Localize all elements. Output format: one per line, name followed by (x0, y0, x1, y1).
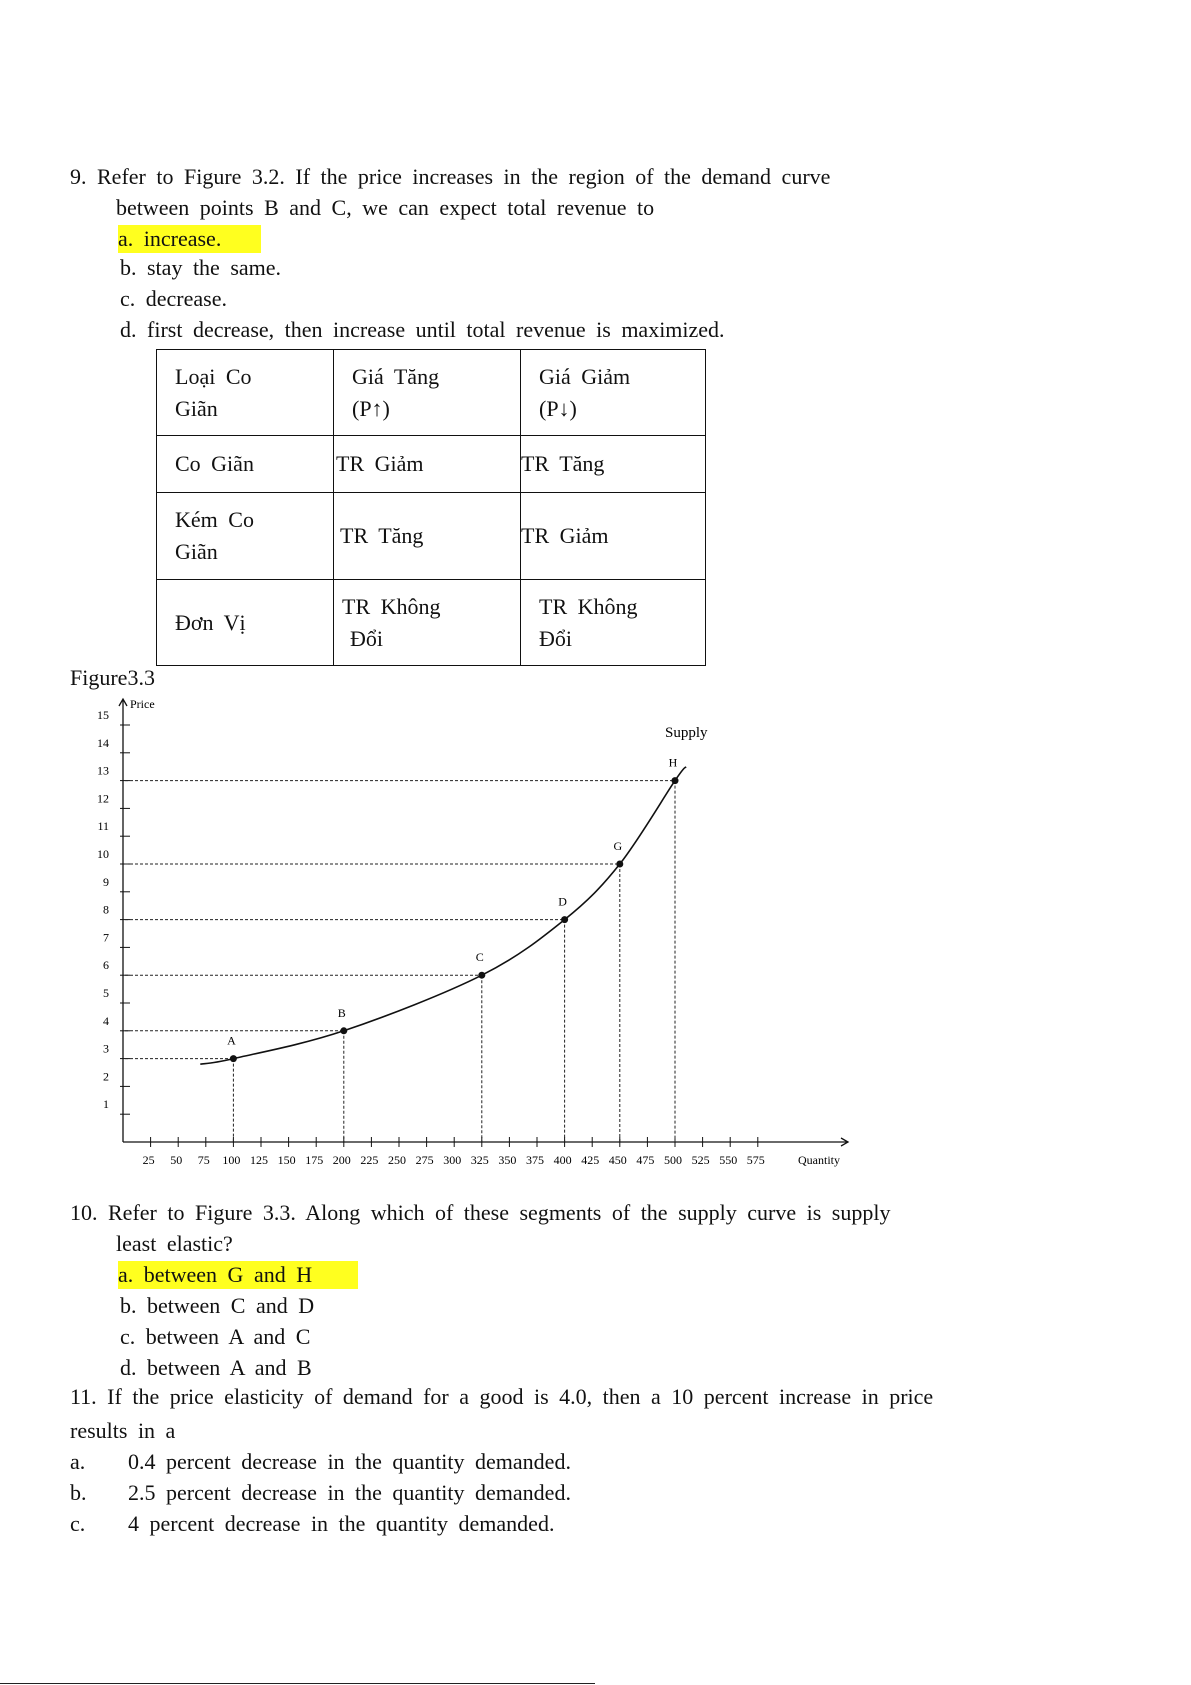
q11-option-b-text: 2.5 percent decrease in the quantity demanded. (128, 1480, 571, 1505)
q10-option-c: c. between A and C (120, 1324, 311, 1349)
q11-option-c-letter: c. (70, 1511, 86, 1536)
supply-curve (200, 767, 686, 1064)
y-tick-label: 9 (103, 874, 109, 889)
q9-option-c: c. decrease. (120, 286, 227, 311)
x-tick-label: 300 (443, 1153, 462, 1167)
x-tick-label: 500 (664, 1153, 682, 1167)
x-tick-label: 175 (305, 1153, 324, 1167)
point-label-d: D (558, 894, 567, 909)
header-up-line2: (P↑) (352, 395, 390, 421)
x-tick-label: 225 (360, 1153, 379, 1167)
table-header-cell (334, 350, 521, 436)
q10-stem-line2: least elastic? (116, 1231, 233, 1256)
x-tick-label: 100 (222, 1153, 241, 1167)
q9-option-d: d. first decrease, then increase until total revenue is maximized. (120, 317, 725, 342)
x-tick-label: 400 (553, 1153, 572, 1167)
y-tick-label: 2 (103, 1069, 109, 1084)
point-label-h: H (668, 755, 678, 770)
q10-option-b: b. between C and D (120, 1293, 315, 1318)
y-tick-label: 15 (97, 708, 109, 722)
x-tick-label: 200 (332, 1153, 351, 1167)
table-row (157, 436, 706, 493)
y-tick-label: 11 (97, 819, 109, 834)
y-tick-label: 7 (103, 930, 109, 945)
row-price-up (334, 580, 521, 666)
x-axis-label: Quantity (798, 1153, 840, 1167)
q10-option-a-answer: a. between G and H (118, 1261, 358, 1289)
table-row (157, 580, 706, 666)
figure-title: Figure3.3 (70, 665, 155, 690)
x-tick-label: 250 (388, 1153, 406, 1167)
header-type-line1: Loại Co (175, 363, 252, 389)
y-tick-label: 4 (103, 1013, 109, 1028)
x-tick-label: 325 (470, 1153, 489, 1167)
x-tick-label: 550 (719, 1153, 738, 1167)
q11-option-b-letter: b. (70, 1480, 87, 1505)
x-tick-label: 125 (250, 1153, 268, 1167)
x-tick-label: 25 (142, 1153, 155, 1167)
header-up-line1: Giá Tăng (352, 363, 440, 389)
y-tick-label: 14 (97, 735, 109, 750)
row-type (157, 493, 334, 580)
x-tick-label: 150 (277, 1153, 296, 1167)
row-type: Co Giãn (157, 436, 334, 493)
q9-option-a-answer: a. increase. (118, 225, 261, 253)
table-header-row (157, 350, 706, 436)
point-label-g: G (613, 839, 623, 853)
point-g (616, 861, 623, 868)
x-tick-label: 275 (415, 1153, 434, 1167)
q10-stem-line1: 10. Refer to Figure 3.3. Along which of these segments of the supply curve is supply (70, 1200, 891, 1225)
x-tick-label: 525 (691, 1153, 710, 1167)
x-tick-label: 350 (498, 1153, 517, 1167)
supply-chart (80, 690, 880, 1170)
row-up-line1: TR Không (342, 593, 441, 619)
row-type: Đơn Vị (157, 580, 334, 666)
y-tick-label: 8 (103, 902, 109, 917)
y-axis-label: Price (130, 697, 155, 711)
x-tick-label: 575 (746, 1153, 765, 1167)
point-d (561, 916, 568, 923)
q9-stem-line1: 9. Refer to Figure 3.2. If the price increases in the region of the demand curve (70, 164, 831, 189)
row-type-line1: Kém Co (175, 507, 254, 532)
y-tick-label: 3 (103, 1041, 109, 1056)
elasticity-table (156, 349, 706, 666)
y-tick-label: 13 (97, 763, 109, 778)
q10-option-d: d. between A and B (120, 1355, 312, 1380)
y-tick-label: 1 (103, 1097, 109, 1112)
row-up-line2: Đổi (350, 625, 383, 651)
row-down-line2: Đổi (539, 625, 572, 651)
point-h (672, 777, 679, 784)
point-c (478, 972, 485, 979)
q9-option-b: b. stay the same. (120, 255, 282, 280)
row-price-down: TR Giảm (521, 493, 706, 580)
q9-stem-line2: between points B and C, we can expect total revenue to (116, 195, 655, 220)
footer-rule (0, 1683, 595, 1684)
row-type-line2: Giãn (175, 539, 218, 564)
x-tick-label: 425 (581, 1153, 600, 1167)
q11-stem-line1: 11. If the price elasticity of demand for a good is 4.0, then a 10 percent increase in price (70, 1384, 934, 1409)
point-label-c: C (475, 950, 484, 965)
point-label-a: A (227, 1033, 236, 1048)
x-tick-label: 75 (197, 1153, 210, 1167)
x-tick-label: 375 (526, 1153, 544, 1167)
q11-stem-line2: results in a (70, 1418, 176, 1443)
table-row (157, 493, 706, 580)
y-tick-label: 12 (97, 791, 109, 806)
q11-option-a-text: 0.4 percent decrease in the quantity demanded. (128, 1449, 571, 1474)
x-tick-label: 50 (170, 1153, 183, 1167)
y-tick-label: 10 (97, 847, 109, 861)
y-tick-label: 5 (103, 986, 109, 1000)
point-b (340, 1027, 347, 1034)
q11-option-c-text: 4 percent decrease in the quantity demanded. (128, 1511, 555, 1536)
y-tick-label: 6 (103, 958, 109, 973)
table-header-cell (157, 350, 334, 436)
row-down-line1: TR Không (539, 593, 638, 619)
header-down-line1: Giá Giảm (539, 363, 631, 389)
supply-curve-label: Supply (665, 725, 708, 741)
point-label-b: B (337, 1005, 346, 1020)
header-type-line2: Giãn (175, 395, 218, 421)
row-price-up: TR Tăng (334, 493, 521, 580)
table-header-cell (521, 350, 706, 436)
q11-option-a-letter: a. (70, 1449, 86, 1474)
row-price-up: TR Giảm (334, 436, 521, 493)
point-a (230, 1055, 237, 1062)
header-down-line2: (P↓) (539, 395, 577, 421)
x-tick-label: 475 (636, 1153, 655, 1167)
x-tick-label: 450 (608, 1153, 627, 1167)
row-price-down (521, 580, 706, 666)
row-price-down: TR Tăng (521, 436, 706, 493)
